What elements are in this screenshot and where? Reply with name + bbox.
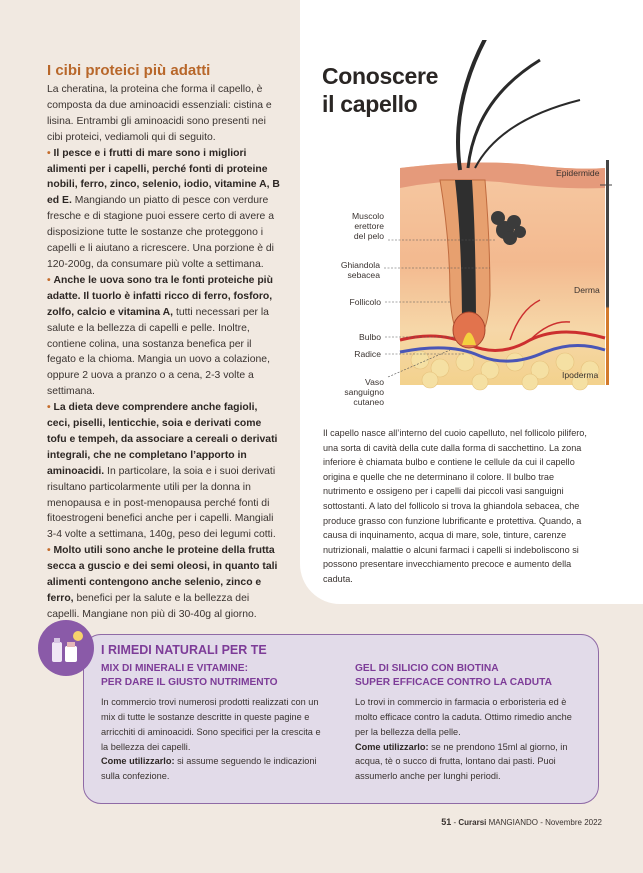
panel-title: Conoscere il capello bbox=[322, 63, 439, 117]
remedy-column-2: GEL DI SILICIO CON BIOTINA SUPER EFFICACE CONTRO LA CADUTA Lo trovi in commercio in farmacia o erboristeria ed è molto efficace contro la caduta. Ottimo rimedio anche per la bellezza della pelle. Come utilizzarlo: se ne prendono 15ml al giorno, in acqua, tè o succo di frutta, lontano dai pasti. Puoi assumerlo anche per lunghi periodi. bbox=[355, 663, 572, 782]
label-epidermide: Epidermide bbox=[556, 168, 600, 178]
label-radice: Radice bbox=[354, 349, 381, 359]
hair-strand-main bbox=[458, 40, 490, 170]
label-muscolo: Muscolo erettore del pelo bbox=[352, 211, 384, 241]
list-item: • Anche le uova sono tra le fonti proteiche più adatte. Il tuorlo è infatti ricco di ferro, fosforo, zolfo, calcio e vitamina A, tutti necessari per la salute e la bellezza di capelli e pelle. Inoltre, contiene colina, una sostanza benefica per il fegato e la chioma. Mangia un uovo a colazione, oppure 2 uova a pranzo o a cena, 2-3 volte a settimana. bbox=[47, 274, 273, 398]
hair-strand-3 bbox=[475, 100, 580, 168]
label-vaso: Vaso sanguigno cutaneo bbox=[344, 377, 384, 407]
label-bulbo: Bulbo bbox=[359, 332, 381, 342]
label-ghiandola: Ghiandola sebacea bbox=[340, 260, 380, 280]
section-title: I cibi proteici più adatti bbox=[47, 62, 211, 79]
label-ipoderma: Ipoderma bbox=[562, 370, 599, 380]
bottles-icon bbox=[38, 620, 94, 676]
page-footer: 51 - Curarsi MANGIANDO - Novembre 2022 bbox=[441, 817, 602, 827]
hair-strand-2 bbox=[468, 60, 540, 168]
list-item: • Molto utili sono anche le proteine della frutta secca a guscio e dei semi oleosi, in quanto tali alimenti contengono anche selenio, zinco e ferro, benefici per la salute e la bellezza dei capelli. Mangiane non più di 30-40g al giorno. bbox=[47, 545, 278, 620]
remedies-title: I RIMEDI NATURALI PER TE bbox=[101, 643, 267, 657]
article-left-column bbox=[47, 62, 281, 623]
label-follicolo: Follicolo bbox=[349, 297, 381, 307]
intro-paragraph: La cheratina, la proteina che forma il capello, è composta da due aminoacidi essenziali: cistina e lisina. Entrambi gli aminoacidi sono presenti nei cibi proteici, vediamoli qui di seguito. bbox=[47, 84, 272, 143]
remedies-icon bbox=[38, 620, 94, 676]
panel-body-text: Il capello nasce all’interno del cuoio capelluto, nel follicolo pilifero, una sorta di cavità della cute dalla forma di sacchettino. La zona inferiore è chiamata bulbo e contiene le cellule da cui il capello origina e quelle che ne determinano il colore. Il bulbo trae nutrimento e ossigeno per i capelli dai piccoli vasi sanguigni sottostanti. A lato del follicolo si trova la ghiandola sebacea, che produce grasso con funzione lubrificante e protettiva. Quando, a causa di inquinamento, acqua di mare, sole, tinture, carenze nutrizionali, malattie o alcuni farmaci i capelli si indeboliscono si possono presentare invecchiamento precoce e aumento della caduta. bbox=[323, 428, 587, 584]
remedy-column-1: MIX DI MINERALI E VITAMINE: PER DARE IL GIUSTO NUTRIMENTO In commercio trovi numerosi prodotti realizzati con un mix di tutte le sostanze descritte in queste pagine e arricchiti di aminoacidi. Sono specifici per la crescita e la bellezza dei capelli. Come utilizzarlo: si assume seguendo le indicazioni sulla confezione. bbox=[101, 663, 321, 782]
list-item: • Il pesce e i frutti di mare sono i migliori alimenti per i capelli, perché fonti di proteine nobili, ferro, zinco, selenio, iodio, vitamine A, B ed E. Mangiando un piatto di pesce con verdure fresche e di stagione puoi essere certo di avere a disposizione tutte le sostanze che proteggono i capelli e li aiutano a ricrescere. Una porzione è di 120-200g, da consumare più volte a settimana. bbox=[47, 147, 280, 270]
skin-block bbox=[400, 162, 605, 385]
list-item: • La dieta deve comprendere anche fagioli, ceci, piselli, lenticchie, soia e derivati come tofu e tempeh, da associare a cereali o derivati integrali, che ne completano l’apporto in aminoacidi. In particolare, la soia e i suoi derivati risultano particolarmente utili per la donna in menopausa e in post-menopausa perché fonti di fitoestrogeni benefici anche per i capelli. Mangiali 3-4 volte a settimana, 140g, peso dei legumi cotti. bbox=[47, 402, 278, 541]
label-derma: Derma bbox=[574, 285, 600, 295]
layer-scale-bar bbox=[606, 160, 609, 385]
